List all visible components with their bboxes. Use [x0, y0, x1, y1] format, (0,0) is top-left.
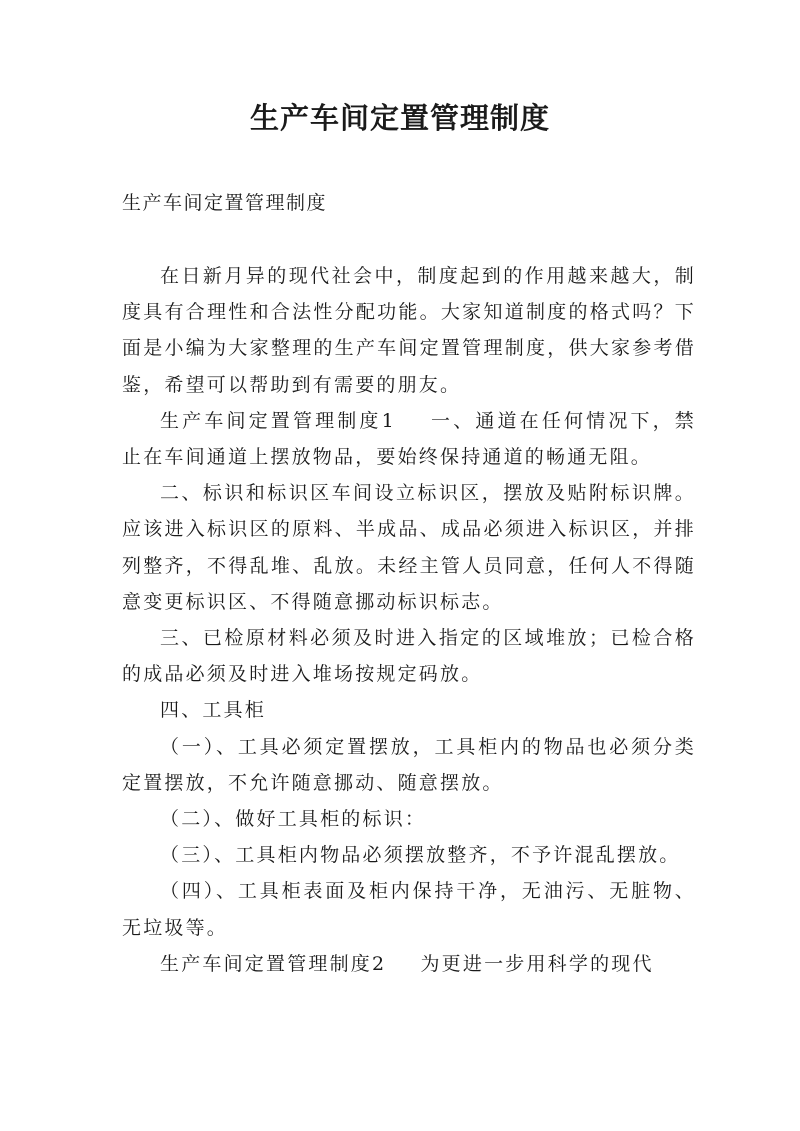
section-2-text: 为更进一步用科学的现代 — [420, 952, 654, 975]
item-1-passage: 一、通道在任何情况下，禁止在车间通道上摆放物品，要始终保持通道的畅通无阻。 — [122, 409, 696, 469]
item-4-heading: 四、工具柜 — [160, 699, 267, 722]
sub-item-4-paragraph: （四）、工具柜表面及柜内保持干净，无油污、无脏物、无垃圾等。 — [122, 880, 696, 939]
document-title: 生产车间定置管理制度 — [249, 101, 550, 135]
item-3-paragraph: 三、已检原材料必须及时进入指定的区域堆放；已检合格的成品必须及时进入堆场按规定码放。 — [122, 627, 696, 686]
sub-item-1-paragraph: （一）、工具必须定置摆放，工具柜内的物品也必须分类定置摆放，不允许随意挪动、随意摆放。 — [122, 735, 696, 794]
sub-item-3-paragraph: （三）、工具柜内物品必须摆放整齐，不予许混乱摆放。 — [160, 844, 681, 867]
document-body — [122, 258, 696, 982]
section-2-paragraph — [122, 946, 696, 982]
section-1-paragraph — [122, 403, 696, 475]
sub-item-2-paragraph: （二）、做好工具柜的标识： — [160, 808, 427, 831]
document-subtitle: 生产车间定置管理制度 — [122, 192, 328, 214]
section-2-heading: 生产车间定置管理制度2 — [160, 952, 387, 975]
intro-paragraph: 在日新月异的现代社会中，制度起到的作用越来越大，制度具有合理性和合法性分配功能。大家知道制度的格式吗？下面是小编为大家整理的生产车间定置管理制度，供大家参考借鉴，希望可以帮助到有需要的朋友。 — [122, 265, 696, 396]
section-1-heading: 生产车间定置管理制度1 — [160, 409, 396, 432]
item-2-paragraph: 二、标识和标识区车间设立标识区，摆放及贴附标识牌。应该进入标识区的原料、半成品、成品必须进入标识区，并排列整齐，不得乱堆、乱放。未经主管人员同意，任何人不得随意变更标识区、不得随意挪动标识标志。 — [122, 482, 696, 613]
